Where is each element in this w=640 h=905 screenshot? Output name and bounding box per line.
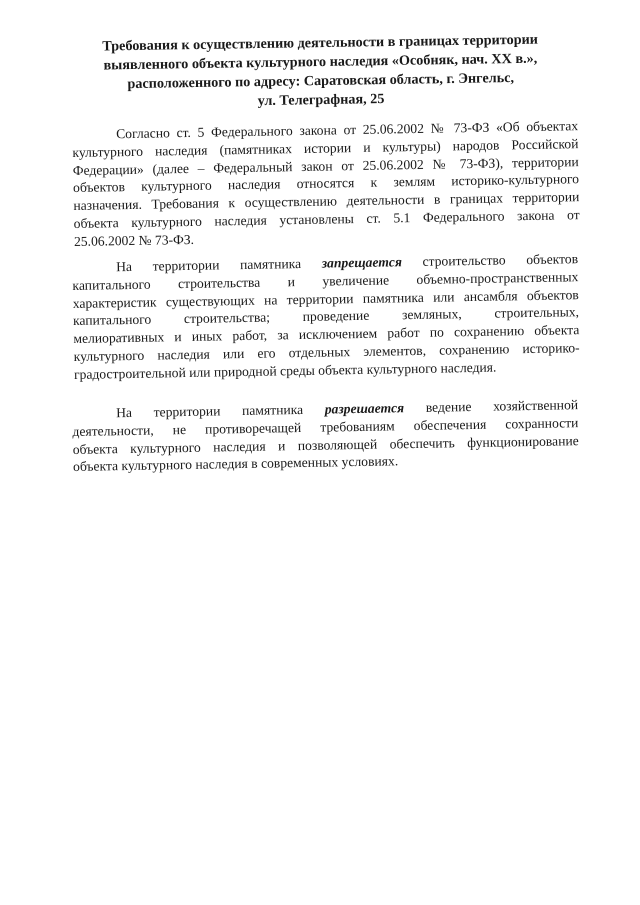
paragraph-line: капитального строительства; проведение земляных, строительных, [72,304,580,329]
paragraph-line: мелиоративных и иных работ, за исключением работ по сохранению объекта [73,322,580,347]
paragraph-line: капитального строительства и увеличение объемно-пространственных [72,268,579,293]
paragraph-line: На территории памятника разрешается ведение хозяйственной [116,397,579,421]
paragraph-line: объекта культурного наследия установлены ст. 5.1 Федерального закона от [73,207,580,231]
paragraph-line: объектов культурного наследия относятся к землям историко-культурного [72,171,580,196]
paragraph-line: назначения. Требования к осуществлению деятельности в границах территории [73,189,580,214]
keyword-permitted: разрешается [324,400,405,417]
paragraph-permitted [72,396,579,476]
document-title [70,30,571,114]
keyword-prohibited: запрещается [321,254,402,271]
paragraph-line: характеристик существующих на территории памятника или ансамбля объектов [72,286,579,311]
paragraph-line: Федерации» (далее – Федеральный закон от 25.06.2002 № 73-ФЗ), территории [72,153,579,178]
title-line-4: ул. Телеграфная, 25 [257,91,385,110]
paragraph-prohibited [72,250,580,383]
paragraph-legal-basis [72,117,580,250]
title-line-1: Требования к осуществлению деятельности в границах территории [102,31,539,55]
title-line-3: расположенного по адресу: Саратовская область, г. Энгельс, [127,70,515,93]
paragraph-line: культурного наследия (памятниках истории и культуры) народов Российской [72,135,579,160]
paragraph-line: объекта культурного наследия в современных условиях. [72,453,399,475]
paragraph-line: объекта культурного наследия и позволяющей обеспечить функционирование [72,432,579,457]
paragraph-line: 25.06.2002 № 73-ФЗ. [73,231,195,249]
paragraph-line: культурного наследия или его отдельных элементов, сохранению историко- [73,340,580,364]
paragraph-line: деятельности, не противоречащей требованиям обеспечения сохранности [72,414,579,439]
paragraph-line: На территории памятника запрещается строительство объектов [116,251,579,275]
paragraph-line: Согласно ст. 5 Федерального закона от 25.06.2002 № 73-ФЗ «Об объектах [116,118,579,142]
paragraph-line: градостроительной или природной среды объекта культурного наследия. [73,359,497,382]
title-line-2: выявленного объекта культурного наследия «Особняк, нач. XX в.», [103,50,538,74]
